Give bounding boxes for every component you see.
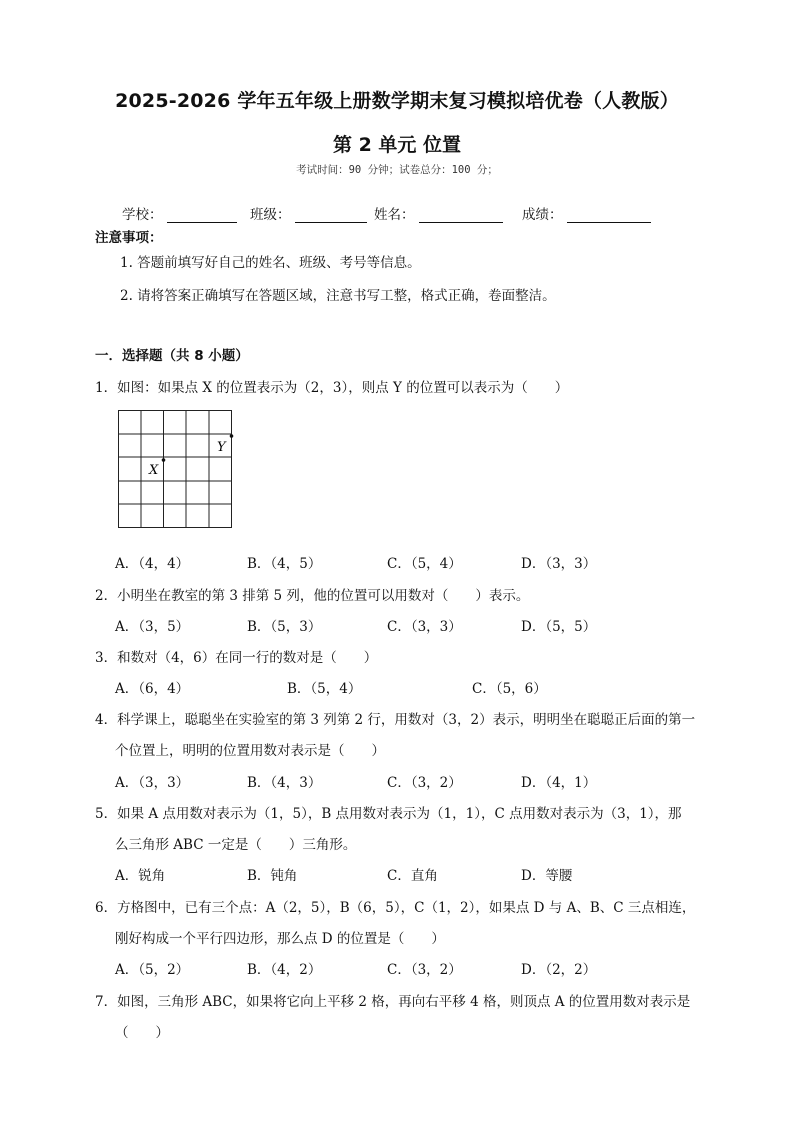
school-blank[interactable] xyxy=(167,208,237,223)
school-label: 学校： xyxy=(122,207,163,223)
q3-option-c[interactable]: C．（5，6） xyxy=(472,681,547,697)
exam-info: 考试时间：90 分钟；试卷总分：100 分； xyxy=(296,164,498,176)
note-item: 2. 请将答案正确填写在答题区域，注意书写工整，格式正确，卷面整洁。 xyxy=(120,288,556,304)
q6-option-a[interactable]: A．（5，2） xyxy=(115,962,190,978)
q5-option-b[interactable]: B．钝角 xyxy=(247,868,298,884)
exam-title: 2025-2026 学年五年级上册数学期末复习模拟培优卷（人教版） xyxy=(115,90,679,112)
class-field xyxy=(250,203,367,223)
name-field xyxy=(374,203,503,223)
question-2-text: 2．小明坐在教室的第 3 排第 5 列，他的位置可以用数对（ ）表示。 xyxy=(95,588,530,604)
q4-option-b[interactable]: B．（4，3） xyxy=(247,775,322,791)
question-6-text: 6．方格图中，已有三个点：A（2，5），B（6，5），C（1，2），如果点 D 与 A、B、C 三点相连， xyxy=(95,900,696,916)
point-y-label: Y xyxy=(217,440,226,455)
q5-option-a[interactable]: A．锐角 xyxy=(115,868,166,884)
exam-subtitle: 第 2 单元 位置 xyxy=(332,134,462,156)
note-item: 1. 答题前填写好自己的姓名、班级、考号等信息。 xyxy=(120,255,421,271)
q1-option-a[interactable]: A．（4，4） xyxy=(115,556,190,572)
q5-option-d[interactable]: D．等腰 xyxy=(521,868,573,884)
point-x-label: X xyxy=(149,463,159,478)
school-field xyxy=(122,203,237,223)
question-3-text: 3．和数对（4，6）在同一行的数对是（ ） xyxy=(95,650,378,666)
q4-option-d[interactable]: D．（4，1） xyxy=(521,775,597,791)
question-4-text-cont: 个位置上，明明的位置用数对表示是（ ） xyxy=(115,743,385,759)
q2-option-c[interactable]: C．（3，3） xyxy=(387,619,462,635)
student-info-row xyxy=(0,203,794,223)
grid-lines xyxy=(119,411,232,528)
q3-option-a[interactable]: A．（6，4） xyxy=(115,681,190,697)
q3-option-b[interactable]: B．（5，4） xyxy=(287,681,362,697)
q6-option-d[interactable]: D．（2，2） xyxy=(521,962,597,978)
section-heading: 一．选择题（共 8 小题） xyxy=(95,348,249,364)
notes-heading: 注意事项： xyxy=(95,230,163,246)
q4-option-a[interactable]: A．（3，3） xyxy=(115,775,190,791)
question-5-text: 5．如果 A 点用数对表示为（1，5），B 点用数对表示为（1，1），C 点用数对表示为（3，1），那 xyxy=(95,806,682,822)
question-1-text: 1．如图：如果点 X 的位置表示为（2，3），则点 Y 的位置可以表示为（ ） xyxy=(95,380,569,396)
q2-option-d[interactable]: D．（5，5） xyxy=(521,619,597,635)
q2-option-a[interactable]: A．（3，5） xyxy=(115,619,190,635)
q6-option-c[interactable]: C．（3，2） xyxy=(387,962,462,978)
question-4-text: 4．科学课上，聪聪坐在实验室的第 3 列第 2 行，用数对（3，2）表示，明明坐在聪聪正后面的第一 xyxy=(95,712,696,728)
q6-option-b[interactable]: B．（4，2） xyxy=(247,962,322,978)
point-x xyxy=(162,458,166,462)
name-blank[interactable] xyxy=(419,208,503,223)
q5-option-c[interactable]: C．直角 xyxy=(387,868,438,884)
name-label: 姓名： xyxy=(374,207,415,223)
question-7-text: 7．如图，三角形 ABC，如果将它向上平移 2 格，再向右平移 4 格，则顶点 A 的位置用数对表示是 xyxy=(95,994,691,1010)
q2-option-b[interactable]: B．（5，3） xyxy=(247,619,322,635)
point-y xyxy=(230,434,234,438)
question-7-text-cont: （ ） xyxy=(115,1025,169,1041)
coordinate-grid-figure xyxy=(118,410,238,534)
question-5-text-cont: 么三角形 ABC 一定是（ ）三角形。 xyxy=(115,837,357,853)
question-6-text-cont: 刚好构成一个平行四边形，那么点 D 的位置是（ ） xyxy=(115,931,445,947)
q1-option-c[interactable]: C．（5，4） xyxy=(387,556,462,572)
class-blank[interactable] xyxy=(295,208,367,223)
q4-option-c[interactable]: C．（3，2） xyxy=(387,775,462,791)
score-label: 成绩： xyxy=(522,207,563,223)
score-field xyxy=(522,203,651,223)
q1-option-d[interactable]: D．（3，3） xyxy=(521,556,597,572)
q1-option-b[interactable]: B．（4，5） xyxy=(247,556,322,572)
class-label: 班级： xyxy=(250,207,291,223)
score-blank[interactable] xyxy=(567,208,651,223)
